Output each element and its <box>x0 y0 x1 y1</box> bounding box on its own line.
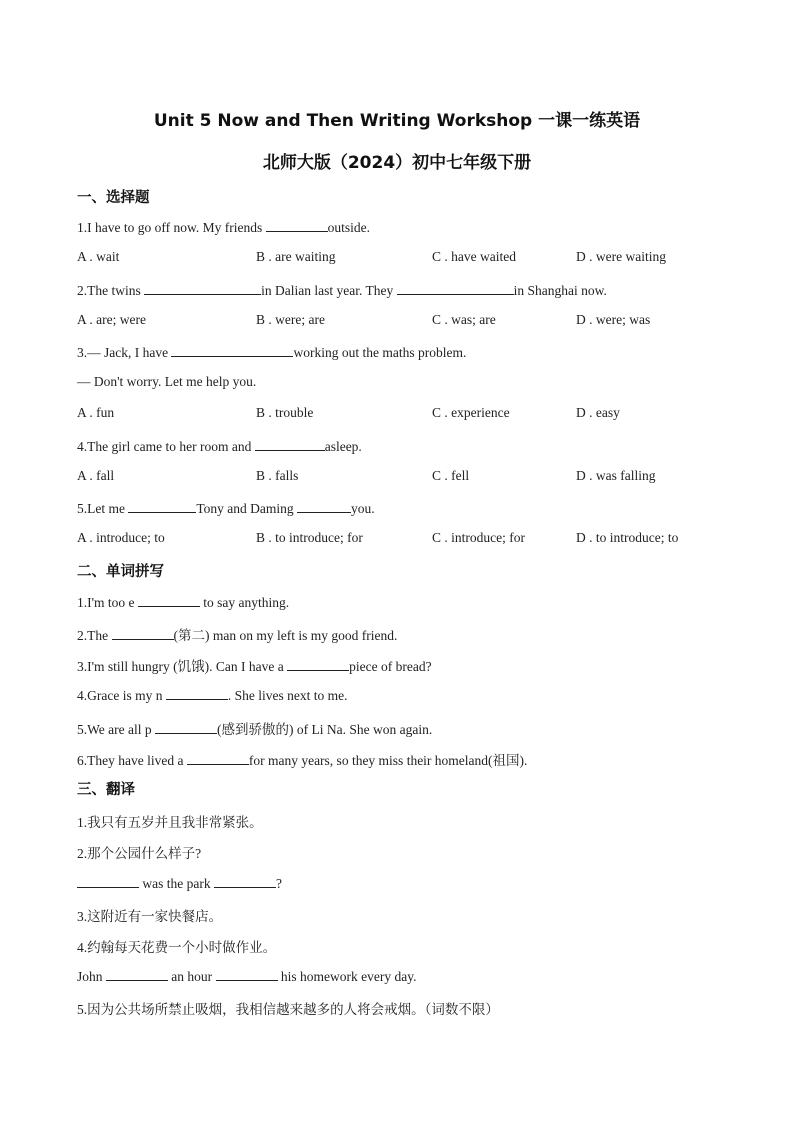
q4-option-c[interactable]: C . fell <box>432 468 470 483</box>
q4-option-a[interactable]: A . fall <box>77 468 115 483</box>
choice-question-4: 4.The girl came to her room and asleep. <box>77 439 362 454</box>
q2-option-d[interactable]: D . were; was <box>576 312 651 327</box>
answer-blank[interactable] <box>287 657 349 671</box>
q1-option-a[interactable]: A . wait <box>77 249 120 264</box>
answer-blank[interactable] <box>144 281 261 295</box>
section-heading-spelling: 二、单词拼写 <box>77 564 164 580</box>
translation-answer-2: was the park ? <box>77 874 282 892</box>
spelling-question-4: 4.Grace is my n . She lives next to me. <box>77 688 348 703</box>
q2-option-a[interactable]: A . are; were <box>77 312 146 327</box>
q1-option-d[interactable]: D . were waiting <box>576 249 666 264</box>
answer-blank[interactable] <box>138 593 200 607</box>
answer-blank[interactable] <box>397 281 514 295</box>
answer-blank[interactable] <box>297 499 351 513</box>
choice-question-5: 5.Let me Tony and Daming you. <box>77 501 375 516</box>
answer-blank[interactable] <box>171 343 293 357</box>
answer-blank[interactable] <box>112 626 174 640</box>
answer-blank[interactable] <box>216 967 278 981</box>
answer-blank[interactable] <box>187 751 249 765</box>
section-heading-translation: 三、翻译 <box>77 782 135 798</box>
q1-option-c[interactable]: C . have waited <box>432 249 516 264</box>
q3-option-c[interactable]: C . experience <box>432 405 510 420</box>
answer-blank[interactable] <box>214 874 276 888</box>
title-line-1: Unit 5 Now and Then Writing Workshop 一课一练英语 <box>153 111 641 131</box>
spelling-question-3: 3.I'm still hungry (饥饿). Can I have a piece of bread? <box>77 659 432 674</box>
title-line-2: 北师大版（2024）初中七年级下册 <box>262 153 532 173</box>
answer-blank[interactable] <box>106 967 168 981</box>
q1-option-b[interactable]: B . are waiting <box>256 249 336 264</box>
answer-blank[interactable] <box>77 874 139 888</box>
section-heading-choice: 一、选择题 <box>77 190 150 206</box>
q5-option-a[interactable]: A . introduce; to <box>77 530 165 545</box>
choice-question-3-reply: — Don't worry. Let me help you. <box>77 374 257 389</box>
translation-question-3: 3.这附近有一家快餐店。 <box>77 909 223 924</box>
spelling-question-6: 6.They have lived a for many years, so they miss their homeland(祖国). <box>77 753 528 768</box>
spelling-question-1: 1.I'm too e to say anything. <box>77 595 290 610</box>
answer-blank[interactable] <box>155 720 217 734</box>
q5-option-c[interactable]: C . introduce; for <box>432 530 525 545</box>
q5-option-b[interactable]: B . to introduce; for <box>256 530 363 545</box>
q4-option-d[interactable]: D . was falling <box>576 468 656 483</box>
q3-option-b[interactable]: B . trouble <box>256 405 314 420</box>
translation-question-2: 2.那个公园什么样子? <box>77 846 202 861</box>
answer-blank[interactable] <box>166 686 228 700</box>
q2-option-c[interactable]: C . was; are <box>432 312 496 327</box>
translation-question-1: 1.我只有五岁并且我非常紧张。 <box>77 815 263 830</box>
translation-question-4: 4.约翰每天花费一个小时做作业。 <box>77 940 277 955</box>
q3-option-a[interactable]: A . fun <box>77 405 115 420</box>
answer-blank[interactable] <box>266 218 328 232</box>
translation-question-5: 5.因为公共场所禁止吸烟，我相信越来越多的人将会戒烟。（词数不限） <box>77 1002 499 1017</box>
answer-blank[interactable] <box>128 499 196 513</box>
choice-question-3: 3.— Jack, I have working out the maths problem. <box>77 345 467 360</box>
q3-option-d[interactable]: D . easy <box>576 405 620 420</box>
translation-answer-4: John an hour his homework every day. <box>77 969 417 984</box>
spelling-question-5: 5.We are all p (感到骄傲的) of Li Na. She won again. <box>77 722 433 737</box>
choice-question-1: 1.I have to go off now. My friends outside. <box>77 220 370 235</box>
answer-blank[interactable] <box>255 437 325 451</box>
q5-option-d[interactable]: D . to introduce; to <box>576 530 679 545</box>
choice-question-2: 2.The twins in Dalian last year. They in Shanghai now. <box>77 283 607 298</box>
q2-option-b[interactable]: B . were; are <box>256 312 325 327</box>
q4-option-b[interactable]: B . falls <box>256 468 299 483</box>
spelling-question-2: 2.The (第二) man on my left is my good friend. <box>77 628 398 643</box>
